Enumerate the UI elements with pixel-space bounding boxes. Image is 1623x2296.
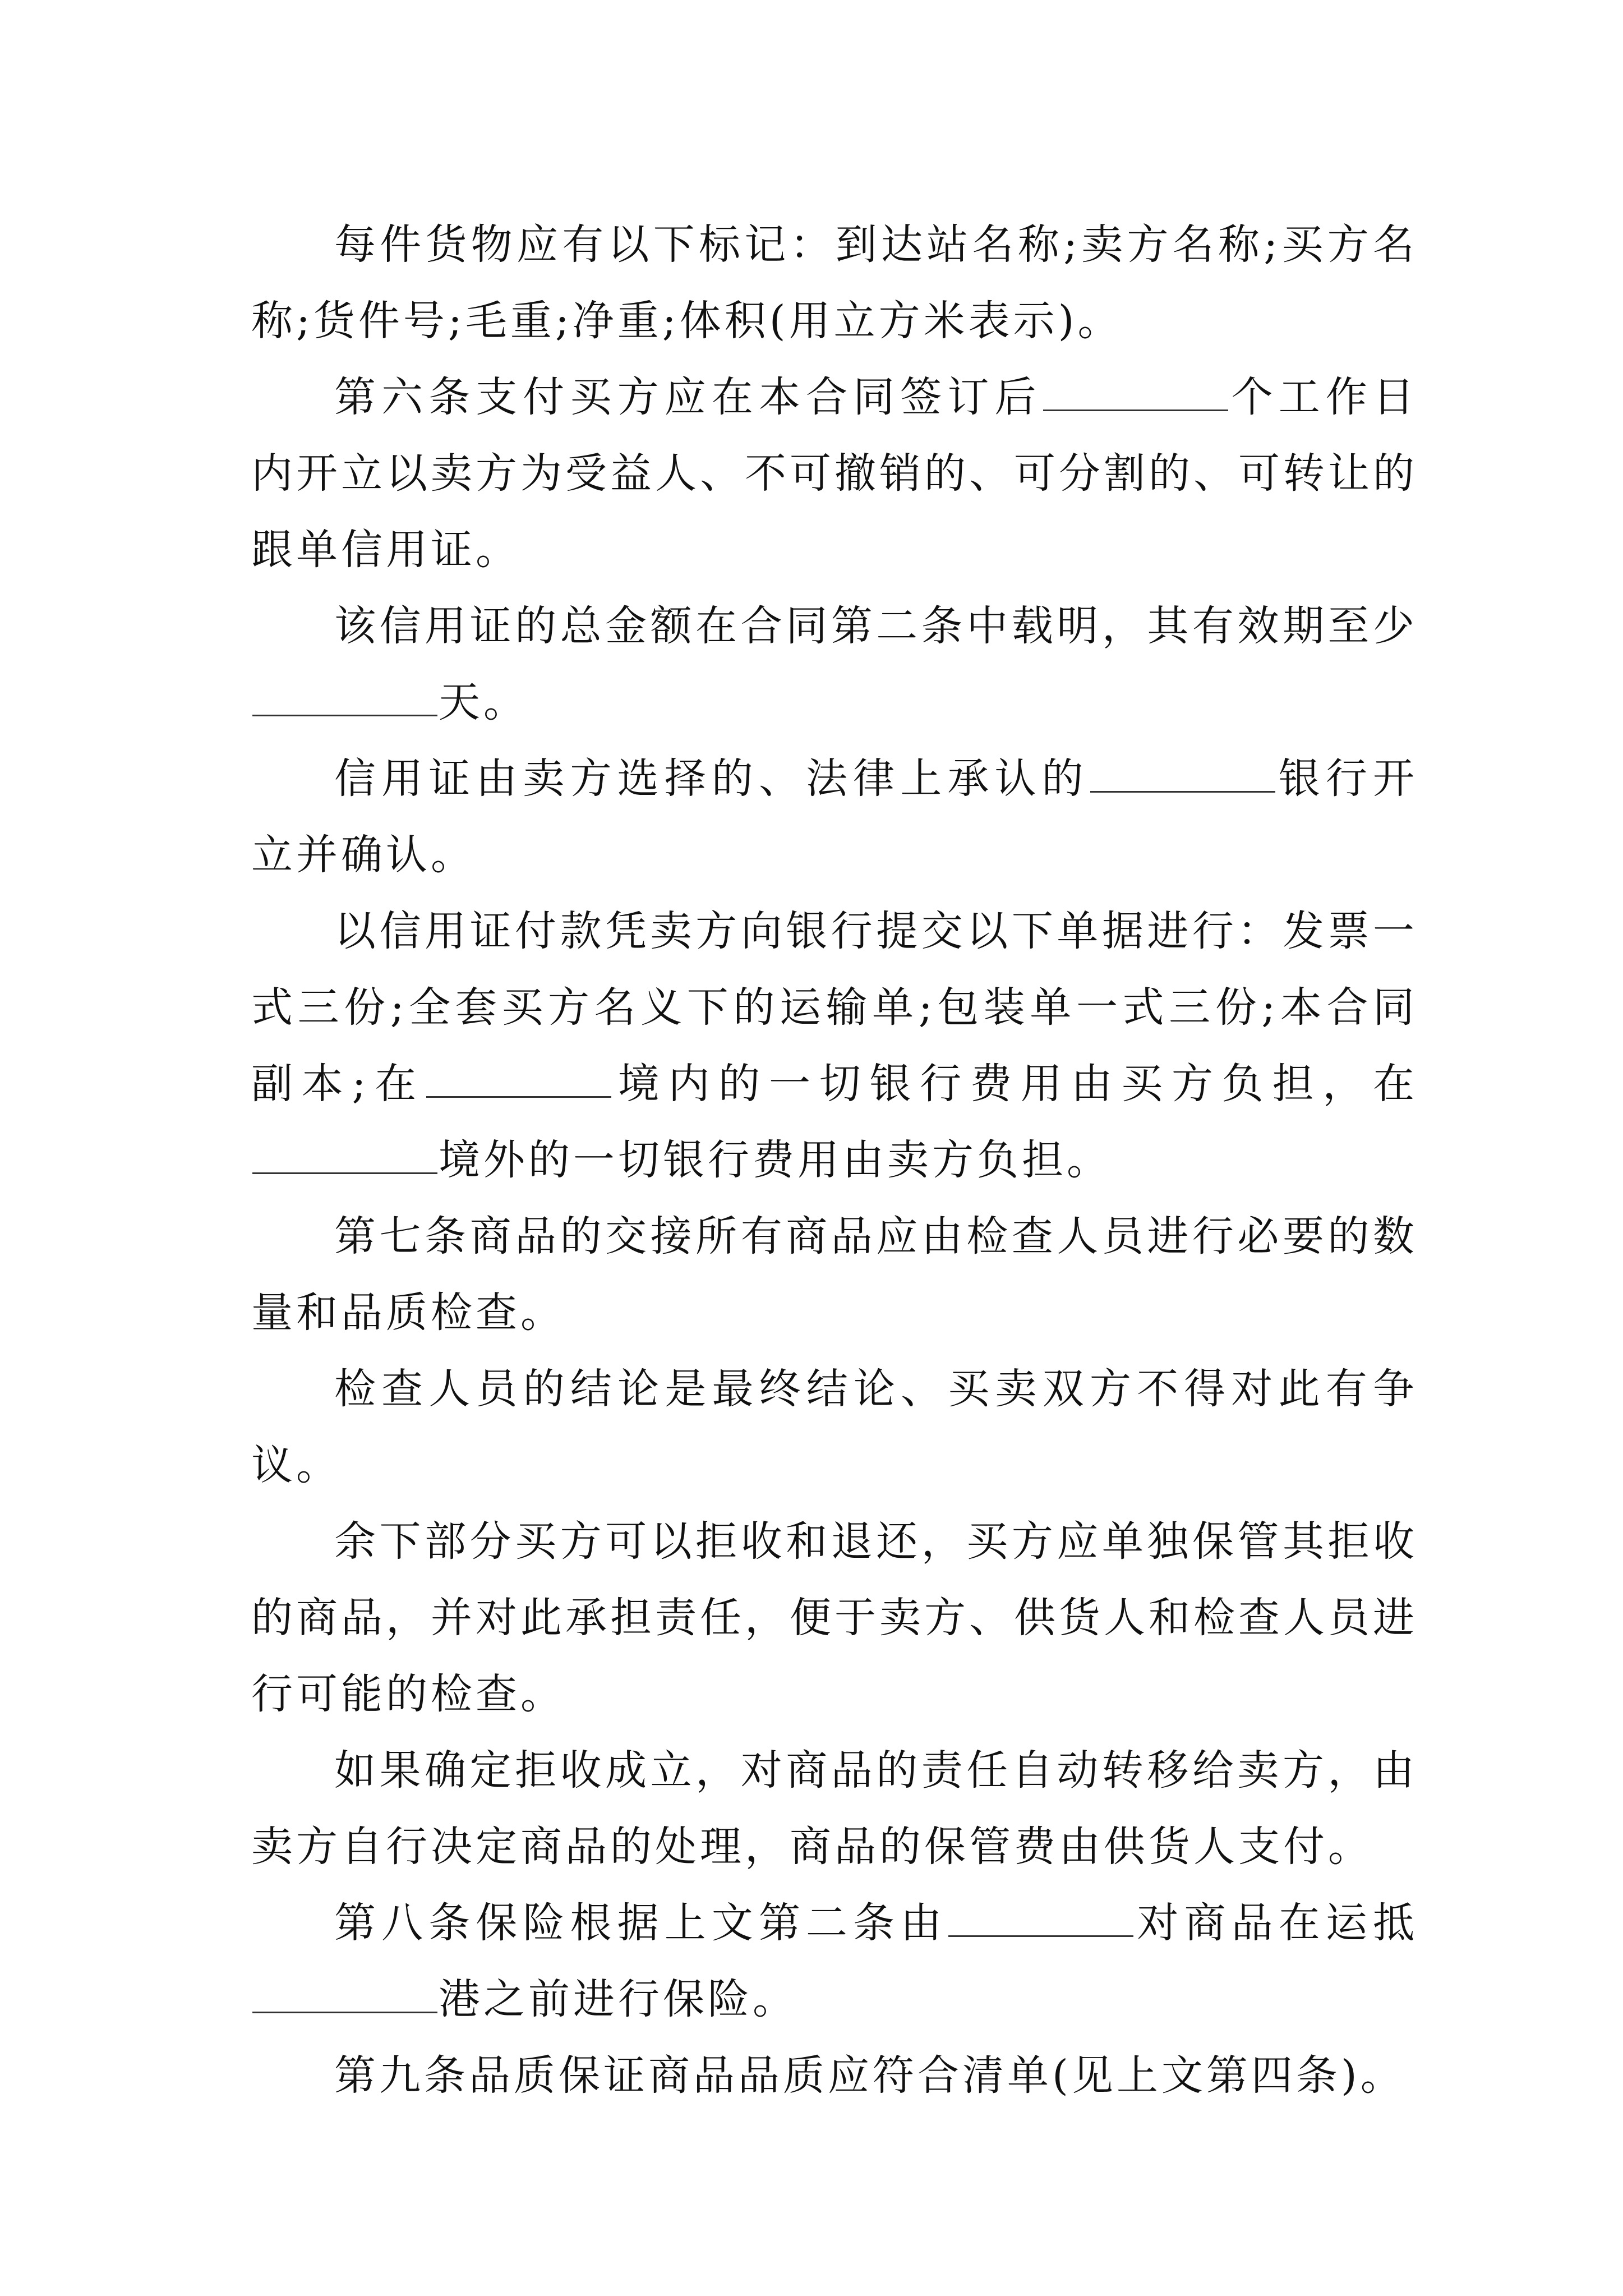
paragraph-text: 该信用证的总金额在合同第二条中载明，其有效期至少 — [334, 602, 1418, 650]
paragraph-documents — [251, 893, 1418, 1198]
blank-line — [1090, 790, 1275, 793]
paragraph-text: 第七条商品的交接所有商品应由检查人员进行必要的数量和品质检查。 — [251, 1212, 1418, 1337]
paragraph-text: 境外的一切银行费用由卖方负担。 — [439, 1136, 1112, 1184]
paragraph-marking — [251, 206, 1418, 359]
paragraph-rejection — [251, 1503, 1418, 1732]
paragraph-text: 银行开立并确认。 — [251, 754, 1418, 879]
paragraph-text: 港之前进行保险。 — [439, 1975, 797, 2023]
blank-line — [426, 1096, 611, 1098]
paragraph-text: 天。 — [439, 678, 528, 726]
paragraph-text: 余下部分买方可以拒收和退还，买方应单独保管其拒收的商品，并对此承担责任，便于卖方、供货人和检查人员进行可能的检查。 — [251, 1517, 1418, 1718]
paragraph-article-7-handover — [251, 1198, 1418, 1351]
paragraph-credit-amount — [251, 588, 1418, 740]
paragraph-text: 以信用证付款凭卖方向银行提交以下单据进行：发票一式三份;全套买方名义下的运输单;包装单一式三份;本合同副本;在 — [251, 907, 1418, 1108]
paragraph-inspector-conclusion — [251, 1351, 1418, 1503]
paragraph-text: 第六条支付买方应在本合同签订后 — [334, 373, 1042, 421]
paragraph-credit-bank — [251, 740, 1418, 893]
paragraph-text: 检查人员的结论是最终结论、买卖双方不得对此有争议。 — [251, 1365, 1418, 1489]
paragraph-text: 第九条品质保证商品品质应符合清单(见上文第四条)。 — [334, 2051, 1405, 2100]
paragraph-article-9-quality — [251, 2037, 1418, 2114]
paragraph-text: 信用证由卖方选择的、法律上承认的 — [334, 754, 1089, 803]
paragraph-text: 个工作日内开立以卖方为受益人、不可撤销的、可分割的、可转让的跟单信用证。 — [251, 373, 1418, 574]
paragraph-text: 每件货物应有以下标记：到达站名称;卖方名称;买方名称;货件号;毛重;净重;体积(用立方米表示)。 — [251, 220, 1418, 345]
blank-line — [948, 1935, 1133, 1937]
blank-line — [252, 1172, 437, 1174]
paragraph-text: 对商品在运抵 — [1135, 1899, 1418, 1947]
paragraph-article-6-payment — [251, 359, 1418, 588]
paragraph-article-8-insurance — [251, 1885, 1418, 2037]
blank-line — [252, 714, 437, 716]
paragraph-text: 如果确定拒收成立，对商品的责任自动转移给卖方，由卖方自行决定商品的处理，商品的保管费由供货人支付。 — [251, 1746, 1418, 1871]
paragraph-rejection-confirmed — [251, 1732, 1418, 1885]
paragraph-text: 第八条保险根据上文第二条由 — [334, 1899, 948, 1947]
blank-line — [1043, 409, 1228, 411]
blank-line — [252, 2011, 437, 2013]
paragraph-text: 境内的一切银行费用由买方负担，在 — [612, 1060, 1418, 1108]
contract-text — [251, 206, 1418, 2114]
